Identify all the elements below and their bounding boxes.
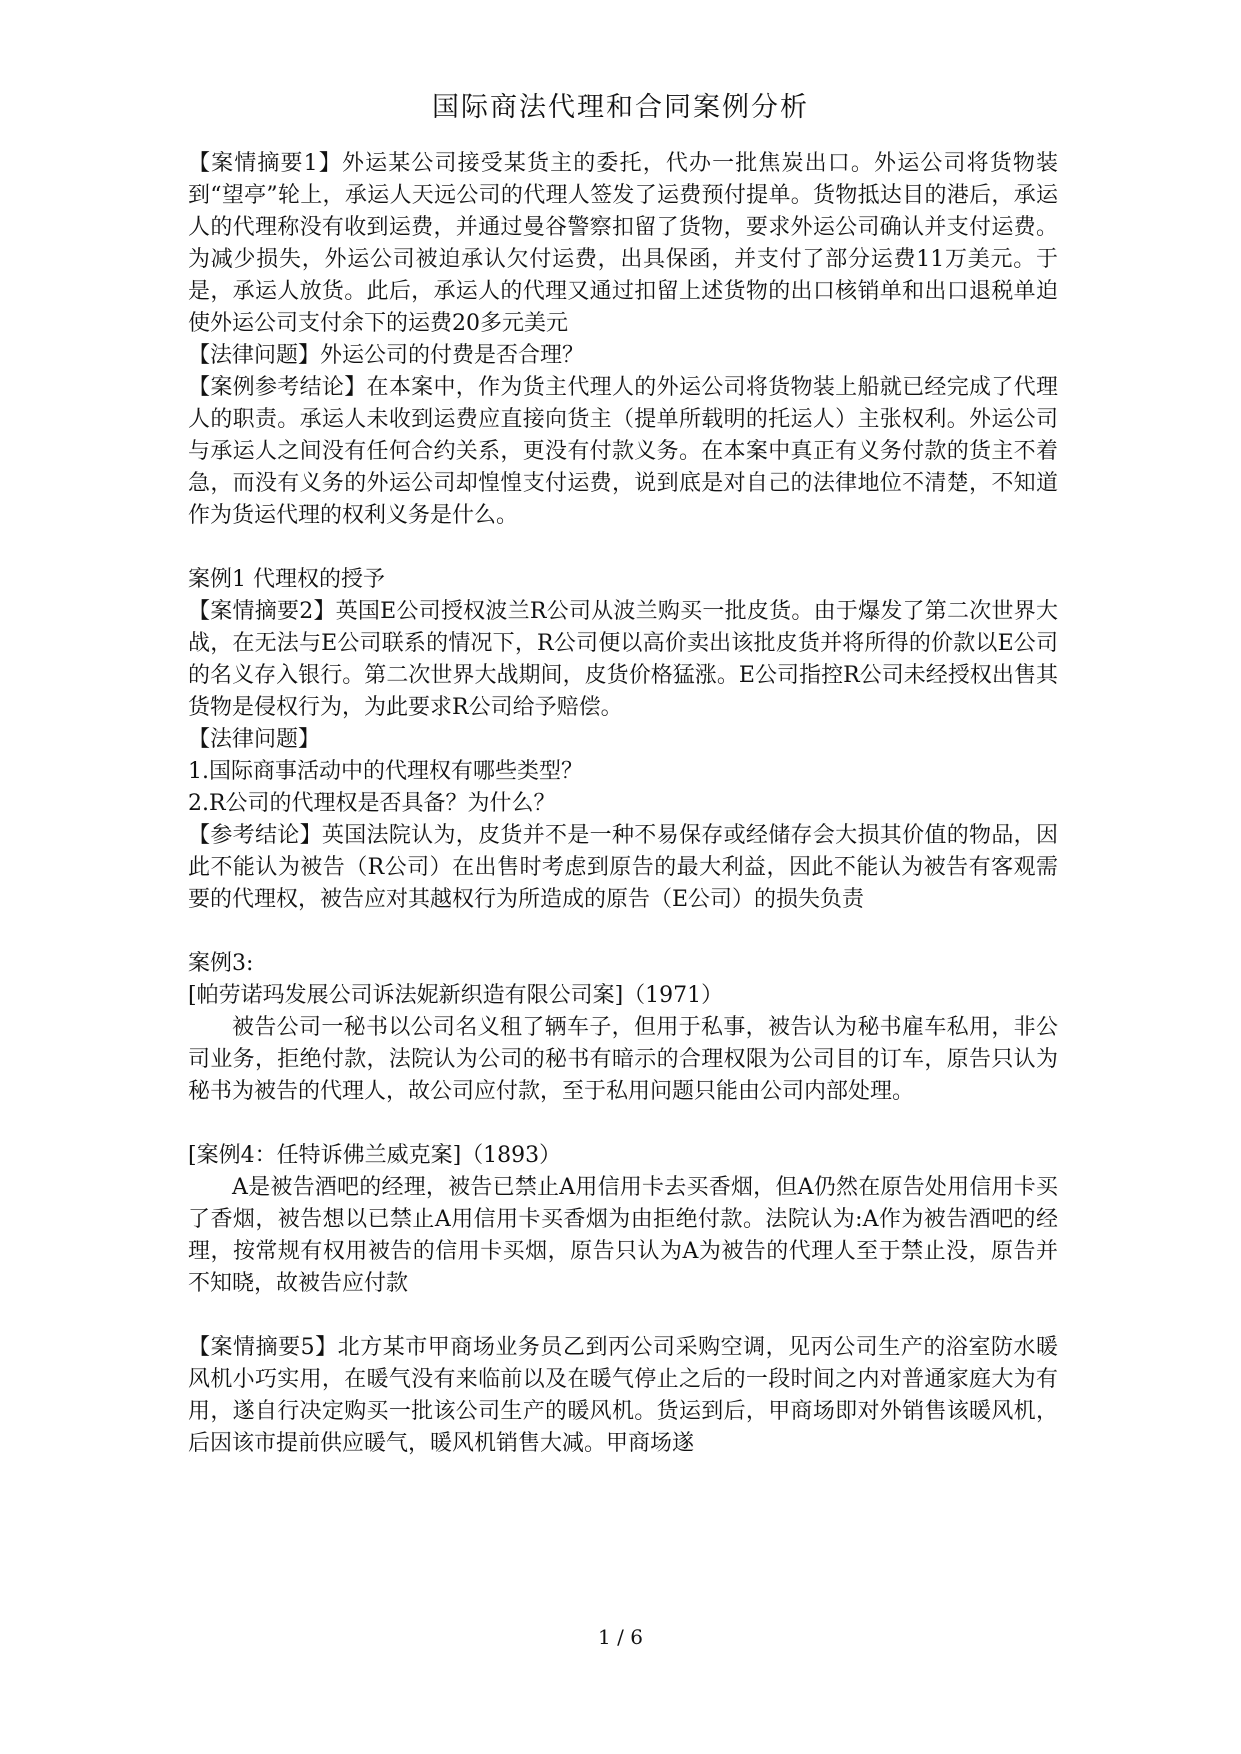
case4-heading: [案例4：任特诉佛兰威克案]（1893） bbox=[188, 1143, 562, 1168]
case4-body: A是被告酒吧的经理，被告已禁止A用信用卡去买香烟，但A仍然在原告处用信用卡买了香烟，被告想以已禁止A用信用卡买香烟为由拒绝付款。法院认为:A作为被告酒吧的经理，按常规有权用被告的信用卡买烟，原告只认为A为被告的代理人至于禁止没，原告并不知晓，故被告应付款 bbox=[188, 1175, 1058, 1296]
case2-question-2: 2.R公司的代理权是否具备？为什么？ bbox=[188, 791, 556, 816]
case2-conclusion: 【参考结论】英国法院认为，皮货并不是一种不易保存或经储存会大损其价值的物品，因此不能认为被告（R公司）在出售时考虑到原告的最大利益，因此不能认为被告有客观需要的代理权，被告应对其越权行为所造成的原告（E公司）的损失负责 bbox=[188, 823, 1058, 912]
case2-heading: 案例1 代理权的授予 bbox=[188, 567, 385, 592]
paragraph-gap bbox=[188, 916, 1058, 948]
case3-body: 被告公司一秘书以公司名义租了辆车子，但用于私事，被告认为秘书雇车私用，非公司业务，拒绝付款，法院认为公司的秘书有暗示的合理权限为公司目的订车，原告只认为秘书为被告的代理人，故公司应付款，至于私用问题只能由公司内部处理。 bbox=[188, 1015, 1058, 1104]
case5-summary: 【案情摘要5】北方某市甲商场业务员乙到丙公司采购空调，见丙公司生产的浴室防水暖风机小巧实用，在暖气没有来临前以及在暖气停止之后的一段时间之内对普通家庭大为有用，遂自行决定购买一批该公司生产的暖风机。货运到后，甲商场即对外销售该暖风机，后因该市提前供应暖气，暖风机销售大减。甲商场遂 bbox=[188, 1335, 1058, 1456]
case2-question-label: 【法律问题】 bbox=[188, 727, 321, 752]
case1-summary: 【案情摘要1】外运某公司接受某货主的委托，代办一批焦炭出口。外运公司将货物装到“望亭”轮上，承运人天远公司的代理人签发了运费预付提单。货物抵达目的港后，承运人的代理称没有收到运费，并通过曼谷警察扣留了货物，要求外运公司确认并支付运费。为减少损失，外运公司被迫承认欠付运费，出具保函，并支付了部分运费11万美元。于是，承运人放货。此后，承运人的代理又通过扣留上述货物的出口核销单和出口退税单迫使外运公司支付余下的运费20多元美元 bbox=[188, 151, 1058, 336]
paragraph-gap bbox=[188, 532, 1058, 564]
case1-question: 【法律问题】外运公司的付费是否合理？ bbox=[188, 343, 585, 368]
document-body bbox=[188, 148, 1058, 1460]
case2-question-1: 1.国际商事活动中的代理权有哪些类型？ bbox=[188, 759, 583, 784]
case3-heading: 案例3: bbox=[188, 951, 254, 976]
case1-conclusion: 【案例参考结论】在本案中，作为货主代理人的外运公司将货物装上船就已经完成了代理人的职责。承运人未收到运费应直接向货主（提单所载明的托运人）主张权利。外运公司与承运人之间没有任何合约关系，更没有付款义务。在本案中真正有义务付款的货主不着急，而没有义务的外运公司却惶惶支付运费，说到底是对自己的法律地位不清楚，不知道作为货运代理的权利义务是什么。 bbox=[188, 375, 1058, 528]
paragraph-gap bbox=[188, 1300, 1058, 1332]
page-number: 1 / 6 bbox=[598, 1625, 643, 1649]
page-title: 国际商法代理和合同案例分析 bbox=[432, 92, 809, 123]
paragraph-gap bbox=[188, 1108, 1058, 1140]
case3-subheading: [帕劳诺玛发展公司诉法妮新织造有限公司案]（1971） bbox=[188, 983, 724, 1008]
case2-summary: 【案情摘要2】英国E公司授权波兰R公司从波兰购买一批皮货。由于爆发了第二次世界大战，在无法与E公司联系的情况下，R公司便以高价卖出该批皮货并将所得的价款以E公司的名义存入银行。第二次世界大战期间，皮货价格猛涨。E公司指控R公司未经授权出售其货物是侵权行为，为此要求R公司给予赔偿。 bbox=[188, 599, 1058, 720]
